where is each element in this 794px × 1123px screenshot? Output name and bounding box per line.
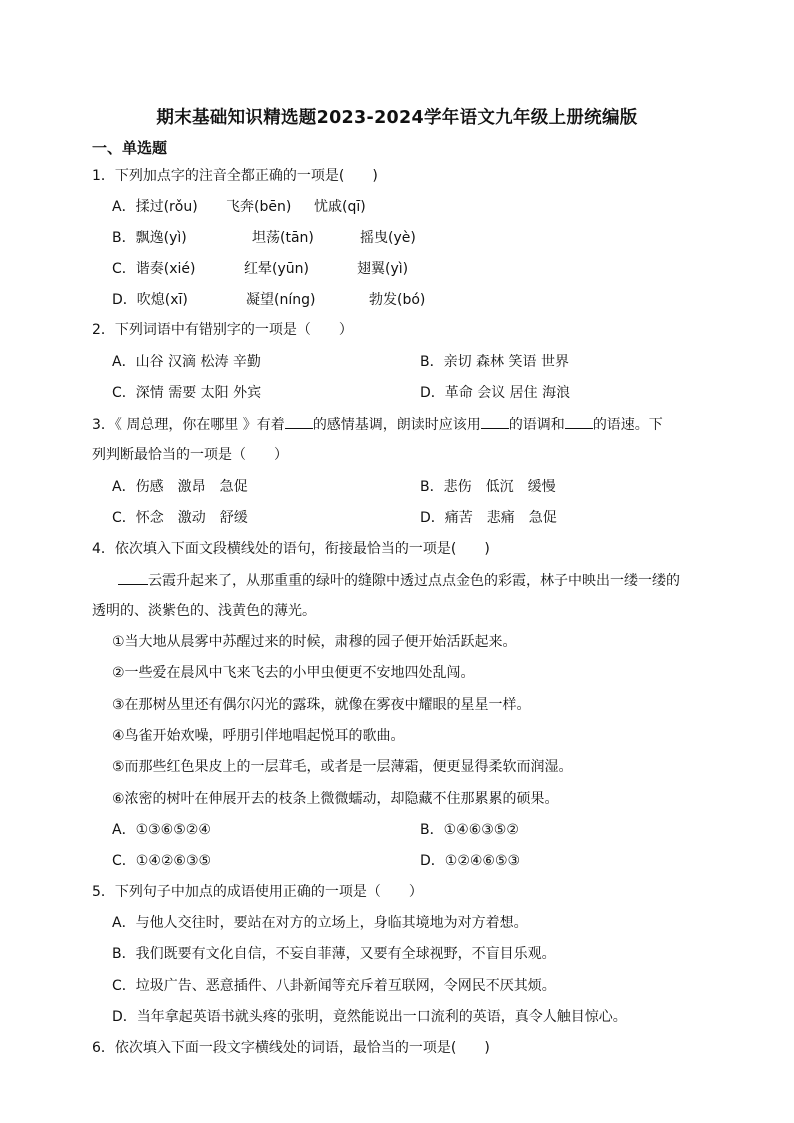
q1-a-item-1: A．揉过(rǒu) [112, 199, 198, 215]
q1-c-item-1: C．谐奏(xié) [112, 261, 196, 277]
q3-stem [92, 414, 663, 435]
q4-stem: 4．依次填入下面文段横线处的语句，衔接最恰当的一项是( ) [92, 541, 490, 557]
q1-option-a [112, 197, 366, 217]
q1-option-b [112, 228, 416, 248]
q1-a-item-2: 飞奔(bēn) [226, 199, 292, 215]
q1-c-item-2: 红晕(yūn) [244, 261, 309, 277]
q5-stem: 5．下列句子中加点的成语使用正确的一项是（ ） [92, 884, 423, 900]
q1-b-item-2: 坦荡(tān) [252, 230, 314, 246]
q2-option-c: C．深情 需要 太阳 外宾 [112, 385, 262, 401]
q2-stem: 2．下列词语中有错别字的一项是（ ） [92, 322, 353, 338]
q3-option-b: B．悲伤 低沉 缓慢 [420, 479, 556, 495]
q4-blank [118, 570, 148, 585]
q2-option-d: D．革命 会议 居住 海浪 [420, 385, 571, 401]
q3-stem-part-1: 3．《 周总理，你在哪里 》有着 [92, 417, 285, 433]
q1-stem: 1．下列加点字的注音全都正确的一项是( ) [92, 168, 378, 184]
q4-sentence-6: ⑥浓密的树叶在伸展开去的枝条上微微蠕动，却隐藏不住那累累的硕果。 [112, 791, 559, 807]
q4-option-a: A．①③⑥⑤②④ [112, 822, 211, 838]
q3-stem-part-4: 的语速。下 [592, 417, 663, 433]
q4-passage-line-2: 透明的、淡紫色的、浅黄色的薄光。 [92, 603, 316, 619]
q3-blank-2 [481, 414, 509, 429]
q4-sentence-5: ⑤而那些红色果皮上的一层茸毛，或者是一层薄霜，便更显得柔软而润湿。 [112, 759, 573, 775]
q5-option-a: A．与他人交往时，要站在对方的立场上，身临其境地为对方着想。 [112, 915, 528, 931]
q1-d-item-3: 勃发(bó) [369, 292, 426, 308]
q6-stem: 6．依次填入下面一段文字横线处的词语，最恰当的一项是( ) [92, 1040, 490, 1056]
q4-passage-line-1 [118, 570, 680, 591]
q3-option-c: C．怀念 激动 舒缓 [112, 510, 248, 526]
q4-option-b: B．①④⑥③⑤② [420, 822, 519, 838]
q4-option-c: C．①④②⑥③⑤ [112, 853, 212, 869]
q1-c-item-3: 翅翼(yì) [357, 261, 409, 277]
section-heading: 一、单选题 [92, 139, 168, 157]
q3-blank-1 [285, 414, 313, 429]
q3-option-a: A．伤感 激昂 急促 [112, 479, 248, 495]
q3-stem-part-3: 的语调和 [508, 417, 565, 433]
q1-d-item-1: D．吹熄(xī) [112, 292, 188, 308]
q4-passage-text-1: 云霞升起来了，从那重重的绿叶的缝隙中透过点点金色的彩霞，林子中映出一缕一缕的 [148, 573, 680, 589]
q4-sentence-2: ②一些爱在晨风中飞来飞去的小甲虫便更不安地四处乱闯。 [112, 665, 475, 681]
q1-a-item-3: 忧戚(qī) [314, 199, 366, 215]
q1-option-c [112, 259, 409, 279]
q3-blank-3 [565, 414, 593, 429]
q1-option-d [112, 290, 426, 310]
q3-stem-part-2: 的感情基调，朗读时应该用 [312, 417, 481, 433]
q2-option-b: B．亲切 森林 笑语 世界 [420, 354, 569, 370]
q5-option-c: C．垃圾广告、恶意插件、八卦新闻等充斥着互联网，令网民不厌其烦。 [112, 978, 556, 994]
q1-b-item-3: 摇曳(yè) [360, 230, 416, 246]
q1-d-item-2: 凝望(níng) [246, 292, 316, 308]
q4-sentence-3: ③在那树丛里还有偶尔闪光的露珠，就像在雾夜中耀眼的星星一样。 [112, 697, 531, 713]
q2-option-a: A．山谷 汉滴 松涛 辛勤 [112, 354, 261, 370]
q4-option-d: D．①②④⑥⑤③ [420, 853, 521, 869]
q3-stem-line-2: 列判断最恰当的一项是（ ） [92, 447, 288, 463]
q5-option-b: B．我们既要有文化自信，不妄自菲薄，又要有全球视野，不盲目乐观。 [112, 946, 556, 962]
q1-b-item-1: B．飘逸(yì) [112, 230, 187, 246]
q4-sentence-4: ④鸟雀开始欢噪，呼朋引伴地唱起悦耳的歌曲。 [112, 728, 405, 744]
document-title: 期末基础知识精选题2023-2024学年语文九年级上册统编版 [156, 108, 638, 128]
q4-sentence-1: ①当大地从晨雾中苏醒过来的时候，肃穆的园子便开始活跃起来。 [112, 634, 517, 650]
q5-option-d: D．当年拿起英语书就头疼的张明，竟然能说出一口流利的英语，真令人触目惊心。 [112, 1009, 627, 1025]
q3-option-d: D．痛苦 悲痛 急促 [420, 510, 557, 526]
